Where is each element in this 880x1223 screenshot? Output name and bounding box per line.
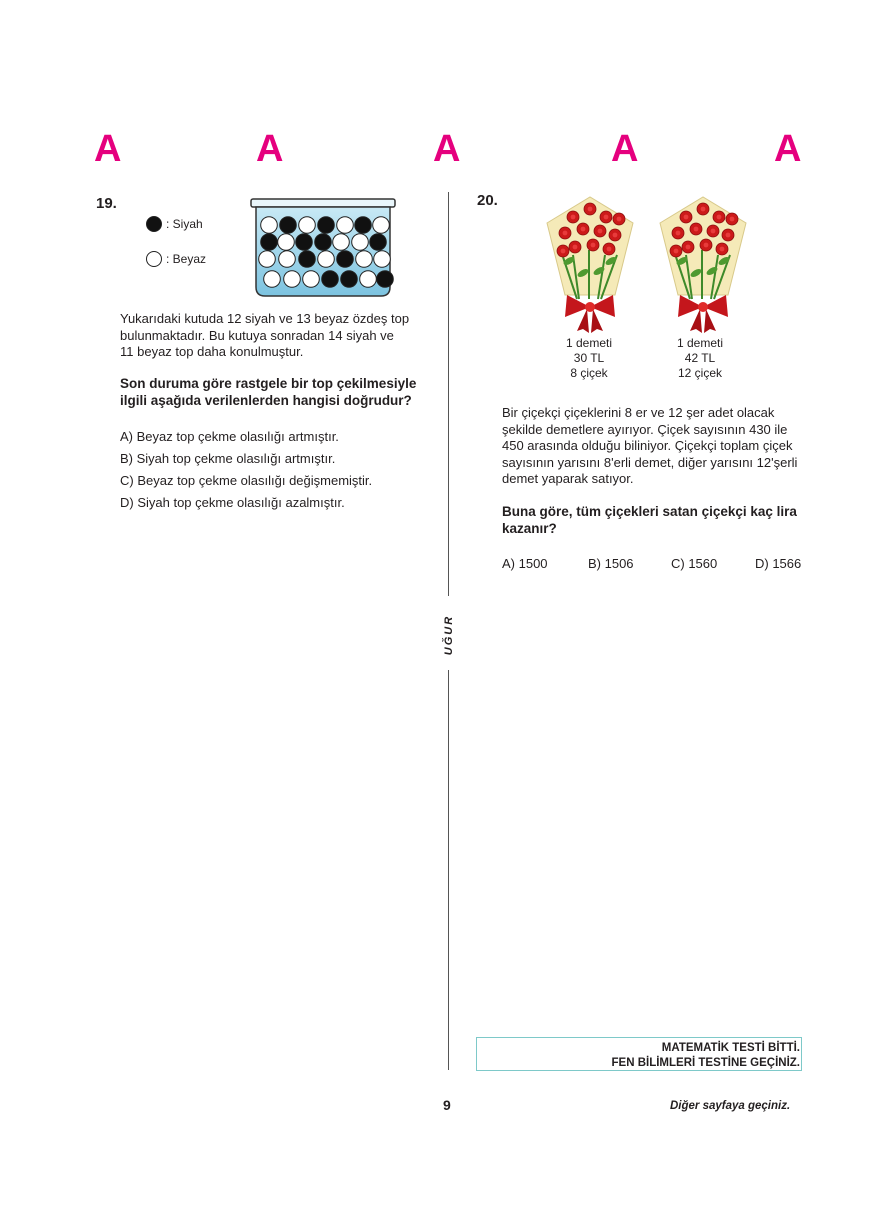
page-number: 9 — [443, 1097, 451, 1113]
black-ball — [370, 234, 387, 251]
black-ball — [377, 271, 394, 288]
ribbon-tail — [591, 309, 603, 333]
black-ball — [296, 234, 313, 251]
question-number: 19. — [96, 195, 117, 212]
answer-b[interactable]: B) 1506 — [588, 556, 634, 571]
rose-center — [617, 217, 622, 222]
ribbon-tail — [704, 309, 716, 333]
rose-center — [563, 231, 568, 236]
black-ball — [261, 234, 278, 251]
legend-white — [146, 251, 206, 267]
white-ball — [373, 217, 390, 234]
white-ball — [374, 251, 391, 268]
column-divider — [448, 670, 449, 1070]
white-ball — [284, 271, 301, 288]
bouquet-illustration — [543, 195, 637, 335]
rose-center — [676, 231, 681, 236]
answer-c[interactable]: C) 1560 — [671, 556, 718, 571]
booklet-letter: A — [256, 128, 284, 170]
rose-center — [684, 215, 689, 220]
black-ball — [315, 234, 332, 251]
rose-center — [704, 243, 709, 248]
white-ball — [299, 217, 316, 234]
booklet-letter: A — [433, 128, 461, 170]
white-ball — [303, 271, 320, 288]
rose-center — [573, 245, 578, 250]
white-ball — [264, 271, 281, 288]
rose-center — [717, 215, 722, 220]
legend-label: : Beyaz — [166, 252, 207, 266]
ball-box-illustration — [250, 197, 396, 299]
black-ball — [322, 271, 339, 288]
bouquet-caption: 1 demeti 30 TL 8 çiçek — [565, 336, 613, 380]
ribbon-knot — [585, 302, 595, 312]
question-number: 20. — [477, 192, 498, 209]
bouquet-caption: 1 demeti 42 TL 12 çiçek — [676, 336, 724, 380]
answer-a[interactable]: A) 1500 — [502, 556, 548, 571]
q19-body: Yukarıdaki kutuda 12 siyah ve 13 beyaz özdeş top bulunmaktadır. Bu kutuya sonradan 14 siyah ve 11 beyaz top daha konulmuştur. — [120, 311, 410, 359]
white-ball — [318, 251, 335, 268]
q20-body: Bir çiçekçi çiçeklerini 8 er ve 12 şer adet olacak şekilde demetlere ayırıyor. Çiçek sayısının 430 ile 450 arasında olduğu biliniyor. Çiçekçi toplam çiçek sayısının yarısını 8'erli demet, diğer yarısını 12'şerli demet yaparak satıyor. — [502, 405, 798, 486]
black-ball — [355, 217, 372, 234]
white-ball — [261, 217, 278, 234]
option-b[interactable]: B) Siyah top çekme olasılığı artmıştır. — [120, 451, 336, 466]
white-ball — [333, 234, 350, 251]
black-ball — [318, 217, 335, 234]
rose-center — [711, 229, 716, 234]
rose-center — [613, 233, 618, 238]
booklet-letter: A — [774, 128, 802, 170]
black-ball — [337, 251, 354, 268]
rose-center — [604, 215, 609, 220]
rose-center — [607, 247, 612, 252]
rose-center — [598, 229, 603, 234]
rose-center — [686, 245, 691, 250]
ribbon-knot — [698, 302, 708, 312]
q20-question: Buna göre, tüm çiçekleri satan çiçekçi kaç lira kazanır? — [502, 504, 797, 536]
rose-center — [571, 215, 576, 220]
ribbon-tail — [690, 309, 702, 333]
rose-center — [720, 247, 725, 252]
next-page-note: Diğer sayfaya geçiniz. — [670, 1100, 791, 1112]
q19-question: Son duruma göre rastgele bir top çekilmesiyle ilgili aşağıda verilenlerden hangisi doğrudur? — [120, 376, 417, 408]
option-c[interactable]: C) Beyaz top çekme olasılığı değişmemiştir. — [120, 473, 373, 488]
white-ball-icon — [146, 251, 162, 267]
end-of-test-note: MATEMATİK TESTİ BİTTİ. FEN BİLİMLERİ TESTİNE GEÇİNİZ. — [476, 1037, 802, 1071]
white-ball — [356, 251, 373, 268]
booklet-letter: A — [611, 128, 639, 170]
answer-d[interactable]: D) 1566 — [755, 556, 802, 571]
bouquet-illustration — [656, 195, 750, 335]
column-divider — [448, 192, 449, 596]
rose-center — [561, 249, 566, 254]
booklet-letter: A — [94, 128, 122, 170]
black-ball — [341, 271, 358, 288]
rose-center — [588, 207, 593, 212]
option-d[interactable]: D) Siyah top çekme olasılığı azalmıştır. — [120, 495, 345, 510]
white-ball — [352, 234, 369, 251]
black-ball — [299, 251, 316, 268]
legend-black — [146, 216, 203, 232]
rose-center — [674, 249, 679, 254]
white-ball — [360, 271, 377, 288]
black-ball-icon — [146, 216, 162, 232]
publisher-label: UĞUR — [443, 614, 455, 656]
rose-center — [694, 227, 699, 232]
rose-center — [726, 233, 731, 238]
white-ball — [279, 251, 296, 268]
option-a[interactable]: A) Beyaz top çekme olasılığı artmıştır. — [120, 429, 339, 444]
ribbon-tail — [577, 309, 589, 333]
rose-center — [591, 243, 596, 248]
white-ball — [259, 251, 276, 268]
white-ball — [337, 217, 354, 234]
rose-center — [581, 227, 586, 232]
white-ball — [278, 234, 295, 251]
black-ball — [280, 217, 297, 234]
legend-label: : Siyah — [166, 217, 203, 231]
rose-center — [701, 207, 706, 212]
rose-center — [730, 217, 735, 222]
